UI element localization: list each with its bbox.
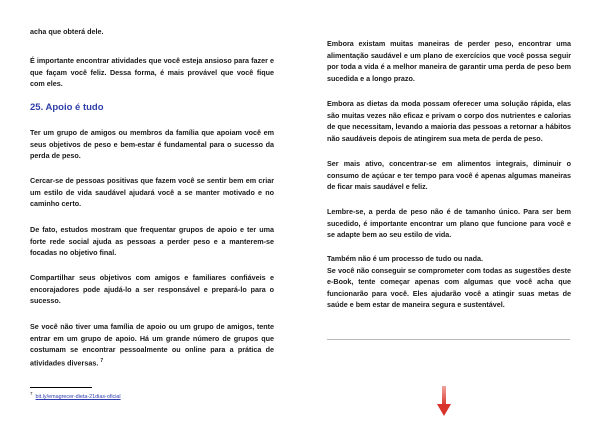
section-heading: 25. Apoio é tudo bbox=[30, 102, 104, 113]
left-paragraph-1: acha que obterá dele. bbox=[30, 27, 104, 36]
left-paragraph-3: Ter um grupo de amigos ou membros da família que apoiam você em seus objetivos de peso e bem-estar é fundamental para o sucesso da perda de peso. bbox=[30, 128, 274, 161]
footnote-link[interactable]: bit.ly/emagrecer-dieta-21dias-oficial bbox=[35, 393, 121, 400]
left-paragraph-7 bbox=[30, 321, 274, 369]
right-paragraph-5a: Também não é um processo de tudo ou nada. bbox=[327, 254, 484, 263]
right-paragraph-1: Embora existam muitas maneiras de perder peso, encontrar uma alimentação saudável e um plano de exercícios que você possa seguir por toda a vida é a melhor maneira de garantir uma perda de peso bem sucedida e a longo prazo. bbox=[327, 39, 571, 83]
down-arrow-icon bbox=[437, 386, 451, 421]
left-paragraph-7-text: Se você não tiver uma família de apoio ou um grupo de amigos, tente entrar em um grupo de apoio. Há um grande número de grupos que costumam se encontrar pessoalmente ou online para a prática de atividades diversas. bbox=[30, 322, 274, 368]
right-paragraph-3: Ser mais ativo, concentrar-se em alimentos integrais, diminuir o consumo de açúcar e ter tempo para você é apenas algumas maneiras de ficar mais saudável e feliz. bbox=[327, 159, 571, 192]
left-paragraph-4: Cercar-se de pessoas positivas que fazem você se sentir bem em criar um estilo de vida saudável ajudará você a se manter motivado e no caminho certo. bbox=[30, 176, 274, 209]
footnote-number: 7 bbox=[30, 391, 33, 396]
right-paragraph-5 bbox=[327, 253, 571, 311]
divider-line bbox=[327, 339, 570, 340]
footnote-rule bbox=[30, 387, 92, 388]
left-paragraph-6: Compartilhar seus objetivos com amigos e familiares confiáveis e encorajadores pode ajudá-lo a ser responsável e prepará-lo para o sucesso. bbox=[30, 273, 274, 306]
left-paragraph-5: De fato, estudos mostram que frequentar grupos de apoio e ter uma forte rede social ajuda as pessoas a perder peso e a manterem-se focadas no objetivo final. bbox=[30, 225, 274, 258]
right-paragraph-4: Lembre-se, a perda de peso não é de tamanho único. Para ser bem sucedido, é importante encontrar um plano que funcione para você e se adapte bem ao seu estilo de vida. bbox=[327, 207, 571, 240]
right-paragraph-2: Embora as dietas da moda possam oferecer uma solução rápida, elas são muitas vezes não eficaz e privam o corpo dos nutrientes e calorias de que necessitam, levando a maioria das pessoas a retornar a hábitos não saudáveis depois de atingirem sua meta de perda de peso. bbox=[327, 99, 571, 143]
right-paragraph-5b: Se você não conseguir se comprometer com todas as sugestões deste e-Book, tente começar apenas com algumas que você acha que funcionarão para você. Eles ajudarão você a atingir suas metas de saúde e bem estar de maneira segura e sustentável. bbox=[327, 265, 571, 310]
footnote bbox=[30, 390, 121, 401]
left-paragraph-2: É importante encontrar atividades que você esteja ansioso para fazer e que façam você feliz. Dessa forma, é mais provável que você fique com eles. bbox=[30, 56, 274, 89]
footnote-ref: 7 bbox=[100, 357, 104, 364]
